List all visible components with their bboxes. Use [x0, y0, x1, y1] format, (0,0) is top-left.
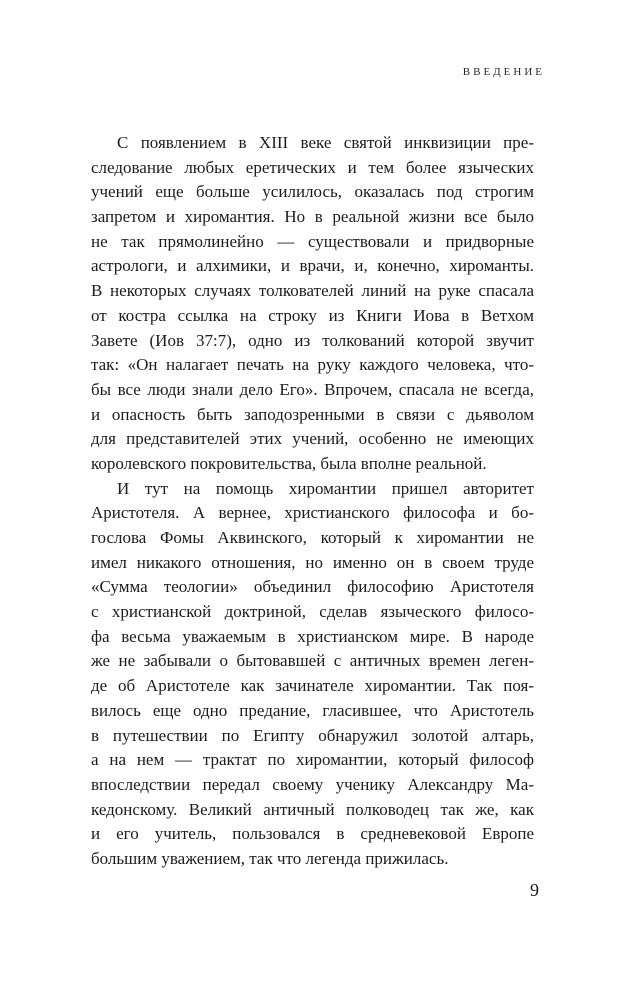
page-number: 9 — [530, 880, 539, 900]
text-line: имел никакого отношения, но именно он в своем труде — [91, 552, 534, 572]
text-line: фа весьма уважаемым в христианском мире. В народе — [91, 626, 534, 646]
text-line: впоследствии передал своему ученику Александру Ма- — [91, 774, 534, 794]
paragraph-2 — [91, 477, 534, 872]
text-line: С появлением в XIII веке святой инквизиции пре- — [117, 133, 534, 152]
body-text — [91, 131, 534, 872]
running-head: ВВЕДЕНИЕ — [462, 66, 545, 78]
paragraph-1 — [91, 131, 534, 477]
text-line: И тут на помощь хиромантии пришел авторитет — [117, 478, 534, 498]
text-line: Аристотеля. А вернее, христианского философа и бо- — [91, 503, 534, 523]
text-line: «Сумма теологии» объединил философию Аристотеля — [91, 577, 534, 597]
text-line: а на нем — трактат по хиромантии, который философ — [91, 750, 534, 770]
text-line: от костра ссылка на строку из Книги Иова в Ветхом — [91, 305, 534, 325]
text-line: в путешествии по Египту обнаружил золотой алтарь, — [91, 725, 534, 745]
text-line: вилось еще одно предание, гласившее, что Аристотель — [91, 700, 534, 720]
text-line: следование любых еретических и тем более языческих — [91, 157, 534, 177]
text-line: кедонскому. Великий античный полководец так же, как — [91, 799, 534, 819]
text-line: же не забывали о бытовавшей с античных времен леген- — [91, 651, 534, 671]
text-line: королевского покровительства, была вполне реальной. — [91, 453, 487, 473]
text-line: не так прямолинейно — существовали и придворные — [91, 231, 534, 251]
text-line: и опасность быть заподозренными в связи с дьяволом — [91, 404, 534, 424]
text-line: Завете (Иов 37:7), одно из толкований которой звучит — [91, 330, 534, 350]
text-line: большим уважением, так что легенда прижилась. — [91, 848, 449, 868]
text-line: учений еще больше усилилось, оказалась под строгим — [91, 182, 534, 202]
text-line: запретом и хиромантия. Но в реальной жизни все было — [91, 207, 534, 227]
text-line: астрологи, и алхимики, и врачи, и, конечно, хироманты. — [91, 256, 534, 276]
text-line: В некоторых случаях толкователей линий на руке спасала — [91, 281, 534, 301]
text-line: де об Аристотеле как зачинателе хиромантии. Так поя- — [91, 676, 534, 696]
text-line: так: «Он налагает печать на руку каждого человека, что- — [91, 355, 534, 375]
text-line: для представителей этих учений, особенно не имеющих — [91, 429, 534, 449]
text-line: и его учитель, пользовался в средневековой Европе — [91, 824, 534, 844]
text-line: бы все люди знали дело Его». Впрочем, спасала не всегда, — [91, 379, 534, 399]
text-line: с христианской доктриной, сделав языческого филосо- — [91, 602, 534, 622]
text-line: гослова Фомы Аквинского, который к хиромантии не — [91, 528, 534, 547]
